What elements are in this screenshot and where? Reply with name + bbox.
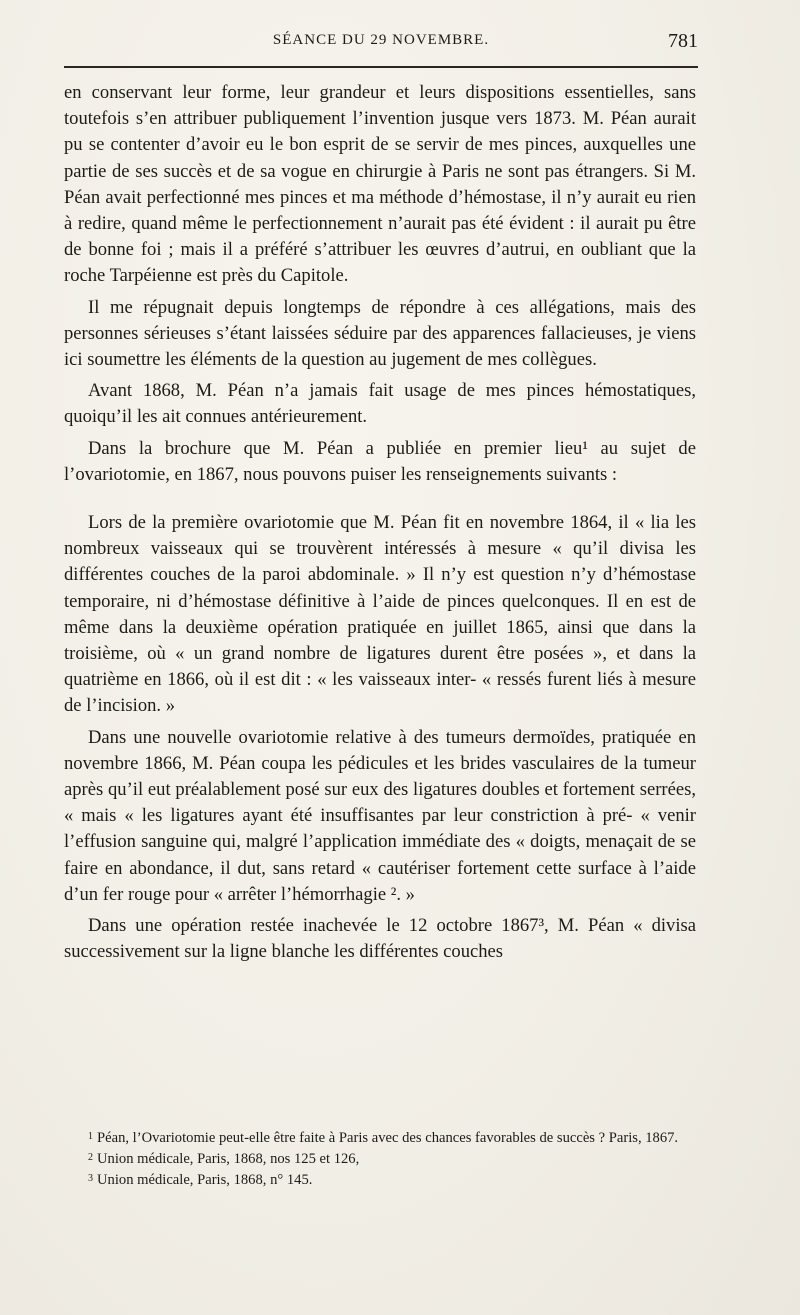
paragraph: Il me répugnait depuis longtemps de répondre à ces allégations, mais des personnes sérieuses s’étant laissées séduire par des apparences fallacieuses, je viens ici soumettre les éléments de la question au jugement de mes collègues. (64, 296, 696, 371)
footnote-number: 1 (88, 1131, 93, 1142)
paragraph: Dans une nouvelle ovariotomie relative à des tumeurs dermoïdes, pratiquée en novembre 1866, M. Péan coupa les pédicules et les brides vasculaires de la tumeur après qu’il eut préalablement posé sur eux des ligatures doubles et fortement serrées, « mais « les ligatures ayant été insuffisantes par leur constriction à pré- « venir l’effusion sanguine qui, malgré l’application immédiate des « doigts, menaçait de se faire en abondance, il dut, sans retard « cautériser fortement cette surface à l’aide d’un fer rouge pour « arrêter l’hémorrhagie ². » (64, 726, 696, 905)
paragraph: Dans la brochure que M. Péan a publiée en premier lieu¹ au sujet de l’ovariotomie, en 1867, nous pouvons puiser les renseignements suivants : (64, 437, 696, 485)
footnote (64, 1148, 696, 1169)
footnote-text: Péan, l’Ovariotomie peut-elle être faite à Paris avec des chances favorables de succès ? Paris, 1867. (97, 1130, 679, 1146)
page-number: 781 (668, 30, 698, 52)
footnote-text: Union médicale, Paris, 1868, n° 145. (97, 1172, 313, 1188)
paragraph: en conservant leur forme, leur grandeur et leurs dispositions essentielles, sans toutefois s’en attribuer publiquement l’invention jusque vers 1873. M. Péan aurait pu se contenter d’avoir eu le bon esprit de se servir de mes pinces, auxquelles une partie de ses succès et de sa vogue en chirurgie à Paris ne sont pas étrangers. Si M. Péan avait perfectionné mes pinces et ma méthode d’hémostase, il n’y aurait eu rien à redire, quand même le perfectionnement n’aurait pas été évident : il aurait pu être de bonne foi ; mais il a préféré s’attribuer les œuvres d’autrui, en oubliant que la roche Tarpéienne est près du Capitole. (64, 82, 696, 287)
footnote (64, 1169, 696, 1190)
header-rule (64, 66, 698, 68)
footnotes (64, 1127, 696, 1190)
footnote-number: 3 (88, 1173, 93, 1184)
paragraph: Dans une opération restée inachevée le 12 octobre 1867³, M. Péan « divisa successivement sur la ligne blanche les différentes couches (64, 915, 696, 963)
footnote-text: Union médicale, Paris, 1868, nos 125 et 126, (97, 1151, 360, 1167)
body-text (64, 80, 696, 966)
paragraph: Lors de la première ovariotomie que M. Péan fit en novembre 1864, il « lia les nombreux vaisseaux qui se trouvèrent intéressés à mesure « qu’il divisa les différentes couches de la paroi abdominale. » Il n’y est question n’y d’hémostase temporaire, ni d’hémostase définitive à l’aide de pinces quelconques. Il en est de même dans la deuxième opération pratiquée en juillet 1865, ainsi que dans la troisième, où « un grand nombre de ligatures durent être posées », et dans la quatrième en 1866, où il est dit : « les vaisseaux inter- « ressés furent liés à mesure de l’incision. » (64, 512, 696, 717)
running-title: SÉANCE DU 29 NOVEMBRE. (272, 32, 490, 48)
footnote-number: 2 (88, 1152, 93, 1163)
footnote (64, 1127, 696, 1148)
running-header (64, 30, 698, 54)
paragraph: Avant 1868, M. Péan n’a jamais fait usage de mes pinces hémostatiques, quoiqu’il les ait connues antérieurement. (64, 380, 696, 428)
